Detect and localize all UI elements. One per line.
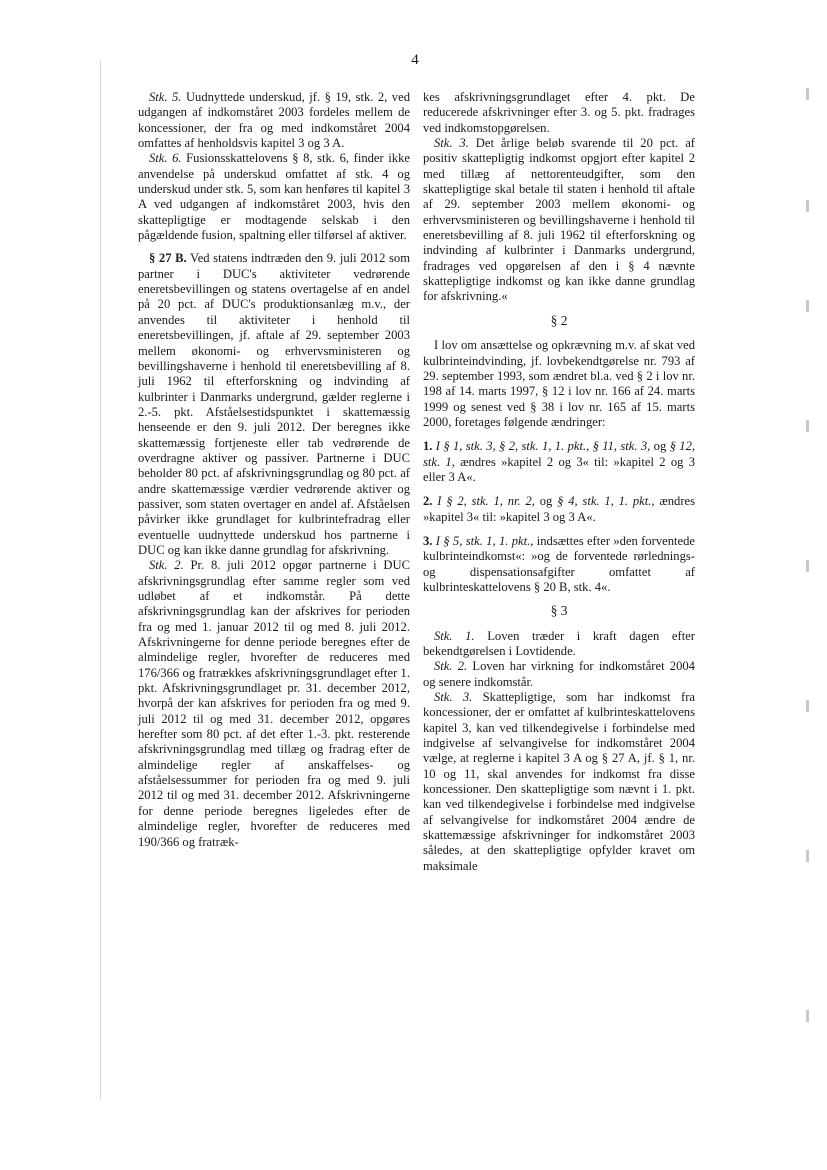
- item-reference: I § 1, stk. 3, § 2, stk. 1, 1. pkt., § 11, stk. 3,: [432, 439, 651, 454]
- amendment-item-3: [423, 534, 695, 595]
- paragraph-stk1: [423, 629, 695, 660]
- scan-edge-mark: [806, 420, 809, 432]
- item-reference: § 4, stk. 1, 1. pkt.,: [557, 494, 655, 509]
- paragraph-stk3: [423, 690, 695, 874]
- item-reference: I § 5, stk. 1, 1. pkt.,: [432, 533, 534, 548]
- paragraph-stk2: [423, 659, 695, 690]
- page-number: 4: [411, 52, 419, 68]
- paragraph-continuation: kes afskrivningsgrundlaget efter 4. pkt. De reducerede afskrivninger efter 3. og 5. pkt. fradrages ved indkomstopgørelsen.: [423, 90, 695, 135]
- item-text: ændres »kapitel 2 og 3« til: »kapitel 2 og 3 eller 3 A«.: [423, 454, 696, 484]
- paragraph-stk3: [423, 136, 695, 305]
- paragraph-text: Uudnyttede underskud, jf. § 19, stk. 2, ved udgangen af indkomståret 2003 fordeles mellem de koncessioner, der fra og med indkomståret 2004 omfattes af henholdsvis kapitel 3 og 3 A.: [138, 90, 410, 151]
- stk-label: Stk. 5.: [149, 90, 182, 104]
- item-text: og: [650, 439, 670, 454]
- paragraph-section-27b: [138, 251, 410, 558]
- scan-margin-line: [100, 60, 101, 1100]
- paragraph-stk6: [138, 151, 410, 243]
- amendment-item-1: [423, 439, 695, 485]
- paragraph-text: Ved statens indtræden den 9. juli 2012 som partner i DUC's aktiviteter vedrørende eneretsbevillingen og statens overtagelse af en andel på 20 pct. af DUC's produktionsanlæg m.v., der anvendes til aktiviteter i henhold til eneretsbevillingen, jf. aftale af 29. september 2003 mellem økonomi- og erhvervsministeren og bevillingshaverne i henhold til eneretsbevilling af 8. juli 1962 til efterforskning og indvinding af kulbrinter i Danmarks undergrund, gælder reglerne i 2.-5. pkt. Afståelsestidspunktet i skattemæssig henseende er den 9. juli 2012. Der beregnes ikke skattemæssig fortjeneste eller tab vedrørende de overdragne aktiver og passiver. Partnerne i DUC beholder 80 pct. af afskrivningsgrundlag og 80 pct. af andre skattemæssige værdier vedrørende aktiver og passiver, som staten overtager en andel af. Afståelsen påvirker ikke grundlaget for kulbrintefradrag eller eventuelle uudnyttede underskud hos partnerne i DUC og kan ikke danne grundlag for afskrivning.: [138, 251, 410, 557]
- stk-label: Stk. 3.: [434, 690, 473, 705]
- item-reference: I § 2, stk. 1, nr. 2,: [432, 494, 535, 509]
- item-number: 2.: [423, 494, 433, 509]
- paragraph-amendment-intro: I lov om ansættelse og opkrævning m.v. af skat ved kulbrinteindvinding, jf. lovbekendtgørelse nr. 793 af 29. september 1993, som ændret bl.a. ved § 2 i lov nr. 198 af 14. marts 1997, § 12 i lov nr. 166 af 24. marts 1999 og senest ved § 38 i lov nr. 165 af 15. marts 2000, foretages følgende ændringer:: [423, 338, 695, 429]
- section-label: § 27 B.: [149, 251, 187, 266]
- amendment-item-2: [423, 494, 695, 525]
- paragraph-text: Skattepligtige, som har indkomst fra koncessioner, der er omfattet af kulbrinteskattelovens kapitel 3, kan ved tilkendegivelse i forbindelse med indgivelse af selvangivelse for indkomståret 2004 vælge, at reglerne i kapitel 3 A og § 27 A, jf. § 1, nr. 10 og 11, skal anvendes for indkomst fra disse koncessioner. Den skattepligtige som nævnt i 1. pkt. kan ved tilkendegivelse i forbindelse med indgivelse af selvangivelse for indkomståret 2004 ændre de skattemæssige afskrivninger for indkomståret 2003 således, at den skattepligtige opfylder kravet om maksimale: [423, 690, 695, 873]
- scan-edge-mark: [806, 88, 809, 100]
- item-text: indsættes efter »den forventede kulbrinteindkomst«: »og de forventede rørlednings- og dispensationsafgifter omfattet af kulbrinteskattelovens § 20 B, stk. 4«.: [423, 533, 695, 594]
- item-text: og: [534, 494, 558, 509]
- paragraph-text: Fusionsskattelovens § 8, stk. 6, finder ikke anvendelse på underskud omfattet af stk. 4 og underskud under stk. 5, som kan henføres til kapitel 3 A ved udgangen af indkomståret 2003, hvis den skattepligtige er modtagende selskab i den pågældende fusion, spaltning eller tilførsel af aktiver.: [138, 151, 410, 243]
- paragraph-stk5: [138, 90, 410, 151]
- paragraph-text: Det årlige beløb svarende til 20 pct. af positiv skattepligtig indkomst opgjort efter kapitel 2 med tillæg af nettorenteudgifter, som den skattepligtige skal betale til staten i henhold til aftale af 29. september 2003 mellem økonomi- og erhvervsministeren og bevillingshaverne i henhold til eneretsbevilling af 8. juli 1962 til efterforskning og indvinding af kulbrinter i Danmarks undergrund, fradrages ved opgørelsen af den i § 4 nævnte skattepligtige indkomst og kan ikke danne grundlag for afskrivning.«: [423, 136, 695, 304]
- section-heading-2: § 2: [550, 312, 568, 328]
- scan-edge-mark: [806, 1010, 809, 1022]
- scan-edge-mark: [806, 700, 809, 712]
- stk-label: Stk. 1.: [434, 628, 475, 643]
- stk-label: Stk. 2.: [434, 659, 468, 674]
- item-number: 1.: [423, 439, 433, 454]
- left-column: [138, 90, 410, 850]
- scan-edge-mark: [806, 850, 809, 862]
- section-heading-3: § 3: [550, 603, 568, 619]
- paragraph-text: Loven træder i kraft dagen efter bekendtgørelsen i Lovtidende.: [423, 628, 695, 658]
- stk-label: Stk. 6.: [149, 151, 182, 166]
- scan-edge-mark: [806, 560, 809, 572]
- paragraph-text: Loven har virkning for indkomståret 2004 og senere indkomstår.: [423, 659, 695, 689]
- scan-edge-mark: [806, 300, 809, 312]
- right-column: [423, 90, 695, 874]
- item-reference: § 12, stk. 1,: [423, 439, 696, 469]
- stk-label: Stk. 2.: [149, 558, 184, 573]
- stk-label: Stk. 3.: [434, 136, 469, 151]
- item-number: 3.: [423, 533, 433, 548]
- paragraph-text: Pr. 8. juli 2012 opgør partnerne i DUC afskrivningsgrundlag efter samme regler som ved udløbet af et indkomstår. På dette afskrivningsgrundlag kan der afskrives for perioden fra og med 1. januar 2012 til og med 8. juli 2012. Afskrivningerne for denne periode beregnes efter de almindelige regler, hvorefter de reduceres med 176/366 og fratrækkes afskrivningsgrundlaget efter 1. pkt. Afskrivningsgrundlaget pr. 31. december 2012, hvorpå der kan afskrives for perioden fra og med 9. juli 2012 til og med 31. december 2012, opgøres herefter som 80 pct. af det efter 1.-3. pkt. resterende afskrivningsgrundlag med tillæg og fradrag efter de almindelige regler af anskaffelses- og afståelsessummer for perioden fra og med 9. juli 2012 til og med 31. december 2012. Afskrivningerne for denne periode beregnes ligeledes efter de almindelige regler, hvorefter de reduceres med 190/366 og fratræk-: [138, 558, 410, 849]
- scan-edge-mark: [806, 200, 809, 212]
- item-text: ændres »kapitel 3« til: »kapitel 3 og 3 A«.: [423, 494, 696, 524]
- paragraph-stk2: [138, 558, 410, 850]
